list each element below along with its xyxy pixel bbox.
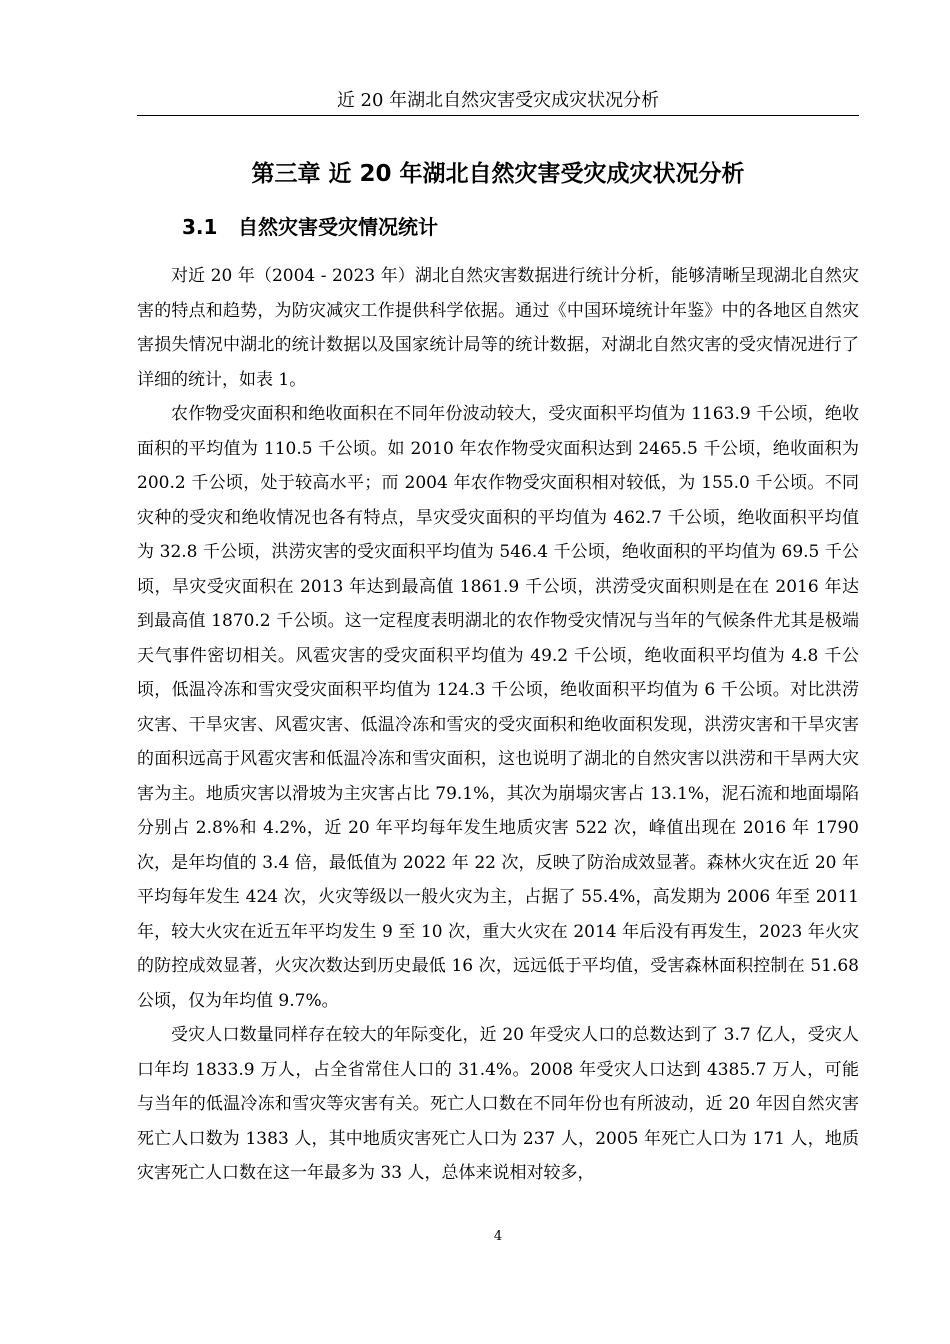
section-number: 3.1 xyxy=(182,215,218,239)
section-title: 自然灾害受灾情况统计 xyxy=(238,215,438,239)
chapter-title: 第三章 近 20 年湖北自然灾害受灾成灾状况分析 xyxy=(251,161,745,187)
page-number: 4 xyxy=(493,1229,503,1244)
running-header xyxy=(137,88,859,116)
paragraph-2: 农作物受灾面积和绝收面积在不同年份波动较大，受灾面积平均值为 1163.9 千公顷，绝收面积的平均值为 110.5 千公顷。如 2010 年农作物受灾面积达到 2465.5 千公顷，绝收面积为 200.2 千公顷，处于较高水平；而 2004 年农作物受灾面积相对较低，为 155.0 千公顷。不同灾种的受灾和绝收情况也各有特点，旱灾受灾面积的平均值为 462.7 千公顷，绝收面积平均值为 32.8 千公顷，洪涝灾害的受灾面积平均值为 546.4 千公顷，绝收面积的平均值为 69.5 千公顷，旱灾受灾面积在 2013 年达到最高值 1861.9 千公顷，洪涝受灾面积则是在在 2016 年达到最高值 1870.2 千公顷。这一定程度表明湖北的农作物受灾情况与当年的气候条件尤其是极端天气事件密切相关。风雹灾害的受灾面积平均值为 49.2 千公顷，绝收面积平均值为 4.8 千公顷，低温冷冻和雪灾受灾面积平均值为 124.3 千公顷，绝收面积平均值为 6 千公顷。对比洪涝灾害、干旱灾害、风雹灾害、低温冷冻和雪灾的受灾面积和绝收面积发现，洪涝灾害和干旱灾害的面积远高于风雹灾害和低温冷冻和雪灾面积，这也说明了湖北的自然灾害以洪涝和干旱两大灾害为主。地质灾害以滑坡为主灾害占比 79.1%，其次为崩塌灾害占 13.1%，泥石流和地面塌陷分别占 2.8%和 4.2%，近 20 年平均每年发生地质灾害 522 次，峰值出现在 2016 年 1790 次，是年均值的 3.4 倍，最低值为 2022 年 22 次，反映了防治成效显著。森林火灾在近 20 年平均每年发生 424 次，火灾等级以一般火灾为主，占据了 55.4%，高发期为 2006 年至 2011 年，较大火灾在近五年平均发生 9 至 10 次，重大火灾在 2014 年后没有再发生，2023 年火灾的防控成效显著，火灾次数达到历史最低 16 次，远远低于平均值，受害森林面积控制在 51.68 公顷，仅为年均值 9.7%。 xyxy=(137,404,859,1011)
paragraph-3: 受灾人口数量同样存在较大的年际变化，近 20 年受灾人口的总数达到了 3.7 亿人，受灾人口年均 1833.9 万人，占全省常住人口的 31.4%。2008 年受灾人口达到 4385.7 万人，可能与当年的低温冷冻和雪灾等灾害有关。死亡人口数在不同年份也有所波动，近 20 年因自然灾害死亡人口数为 1383 人，其中地质灾害死亡人口为 237 人，2005 年死亡人口为 171 人，地质灾害死亡人口数在这一年最多为 33 人，总体来说相对较多， xyxy=(137,1025,859,1183)
running-header-title: 近 20 年湖北自然灾害受灾成灾状况分析 xyxy=(336,90,660,111)
paragraph-1: 对近 20 年（2004 - 2023 年）湖北自然灾害数据进行统计分析，能够清晰呈现湖北自然灾害的特点和趋势，为防灾减灾工作提供科学依据。通过《中国环境统计年鉴》中的各地区自然灾害损失情况中湖北的统计数据以及国家统计局等的统计数据，对湖北自然灾害的受灾情况进行了详细的统计，如表 1。 xyxy=(137,266,859,390)
page-footer xyxy=(137,1228,859,1246)
section-heading xyxy=(182,212,438,242)
body-text xyxy=(137,259,859,1191)
